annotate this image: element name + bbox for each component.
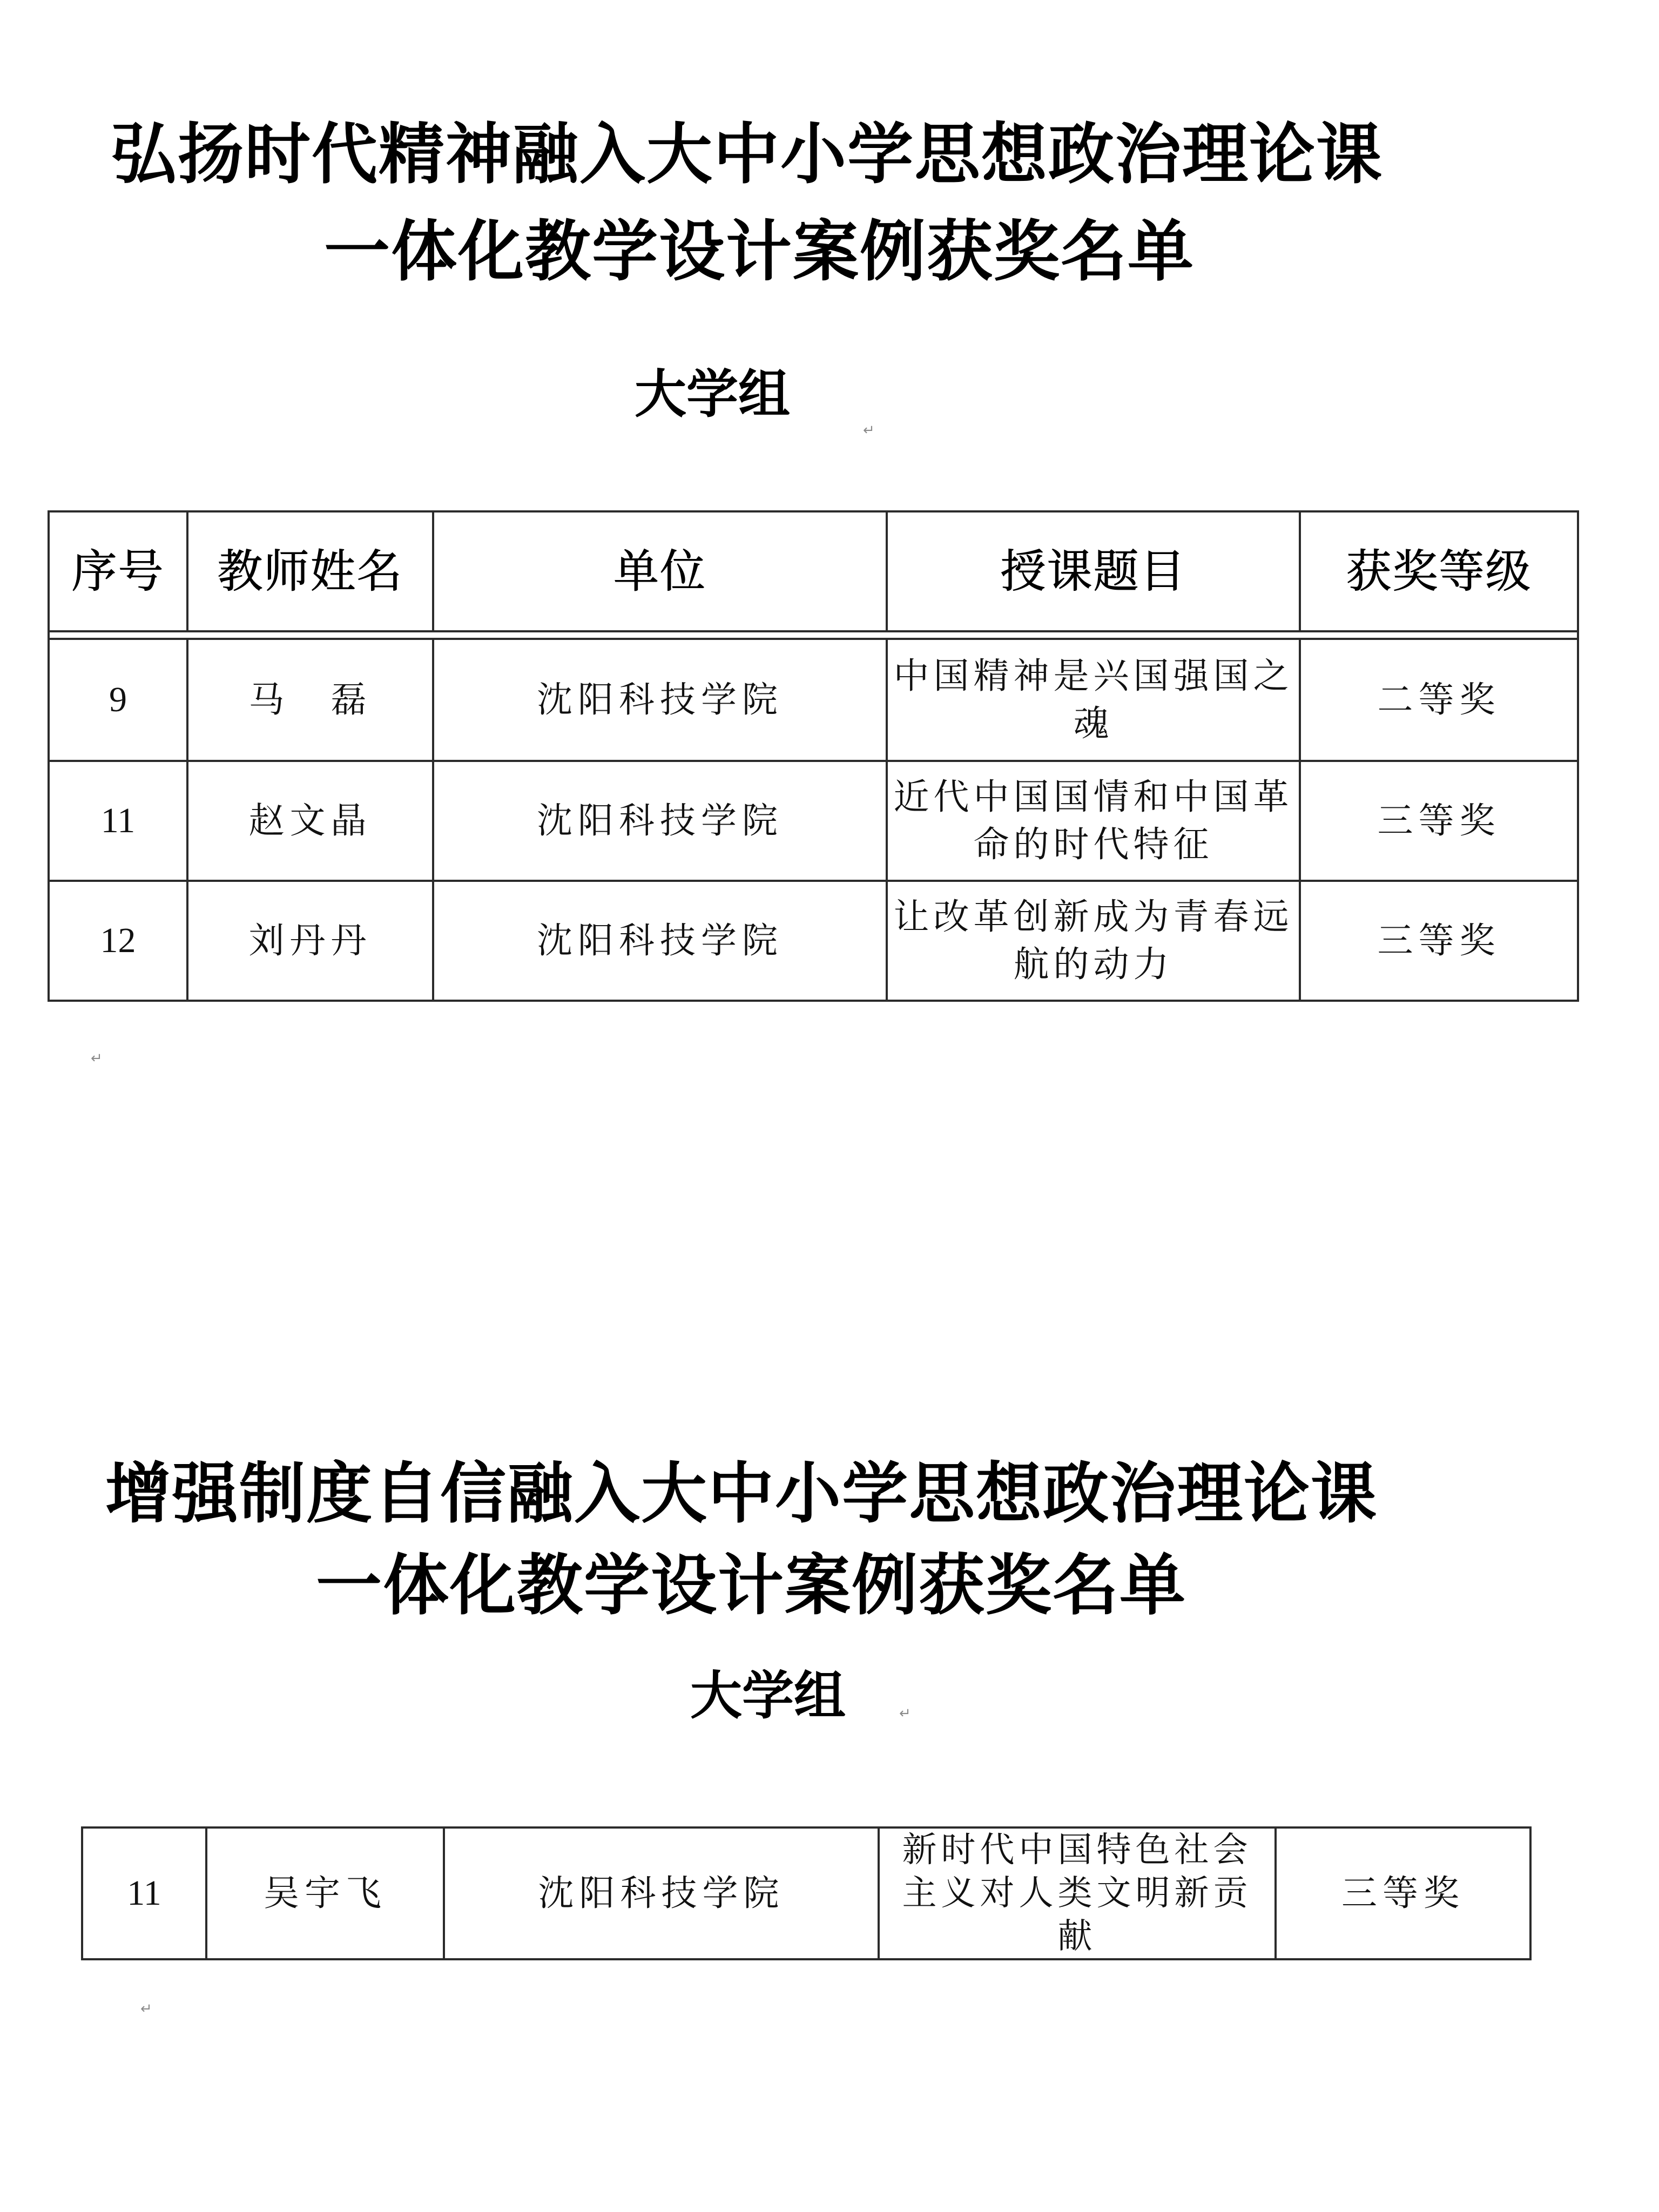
- column-header-teacher-name: 教师姓名: [187, 511, 433, 631]
- table-row: [82, 1827, 1530, 1959]
- table-header-row: [49, 511, 1578, 631]
- section-2-title-line-1: 增强制度自信融入大中小学思想政治理论课: [105, 1454, 1378, 1532]
- table-row: [49, 881, 1578, 1001]
- award-level: 三等奖: [1276, 1827, 1530, 1959]
- unit-name: 沈阳科技学院: [433, 639, 887, 761]
- column-header-unit: 单位: [433, 511, 887, 631]
- lesson-topic: 中国精神是兴国强国之魂: [887, 639, 1300, 761]
- row-index: 11: [49, 761, 187, 881]
- table-row: [49, 761, 1578, 881]
- lesson-topic: 近代中国国情和中国革命的时代特征: [887, 761, 1300, 881]
- paragraph-mark-icon: ↵: [91, 1050, 103, 1067]
- paragraph-mark-icon: ↵: [899, 1705, 911, 1722]
- award-level: 三等奖: [1300, 881, 1578, 1001]
- section-2-award-table: [81, 1826, 1532, 1960]
- lesson-topic: 新时代中国特色社会主义对人类文明新贡献: [879, 1827, 1276, 1959]
- section-2-title-line-2: 一体化教学设计案例获奖名单: [316, 1546, 1186, 1624]
- row-index: 9: [49, 639, 187, 761]
- unit-name: 沈阳科技学院: [433, 881, 887, 1001]
- section-1-title-line-2: 一体化教学设计案例获奖名单: [324, 212, 1195, 290]
- header-gap: [49, 631, 1578, 639]
- teacher-name: 赵文晶: [187, 761, 433, 881]
- section-2-group-label: 大学组: [690, 1665, 846, 1726]
- teacher-name: 马 磊: [187, 639, 433, 761]
- unit-name: 沈阳科技学院: [444, 1827, 879, 1959]
- award-level: 二等奖: [1300, 639, 1578, 761]
- section-1-group-label: 大学组: [635, 364, 790, 424]
- row-index: 12: [49, 881, 187, 1001]
- column-header-lesson-topic: 授课题目: [887, 511, 1300, 631]
- column-header-index: 序号: [49, 511, 187, 631]
- award-level: 三等奖: [1300, 761, 1578, 881]
- section-1-award-table: [48, 510, 1579, 1002]
- column-header-award-level: 获奖等级: [1300, 511, 1578, 631]
- row-index: 11: [82, 1827, 206, 1959]
- lesson-topic: 让改革创新成为青春远航的动力: [887, 881, 1300, 1001]
- teacher-name: 刘丹丹: [187, 881, 433, 1001]
- paragraph-mark-icon: ↵: [863, 422, 875, 439]
- unit-name: 沈阳科技学院: [433, 761, 887, 881]
- teacher-name: 吴宇飞: [206, 1827, 444, 1959]
- section-1-title-line-1: 弘扬时代精神融入大中小学思想政治理论课: [111, 115, 1383, 193]
- paragraph-mark-icon: ↵: [140, 2001, 152, 2017]
- table-row: [49, 639, 1578, 761]
